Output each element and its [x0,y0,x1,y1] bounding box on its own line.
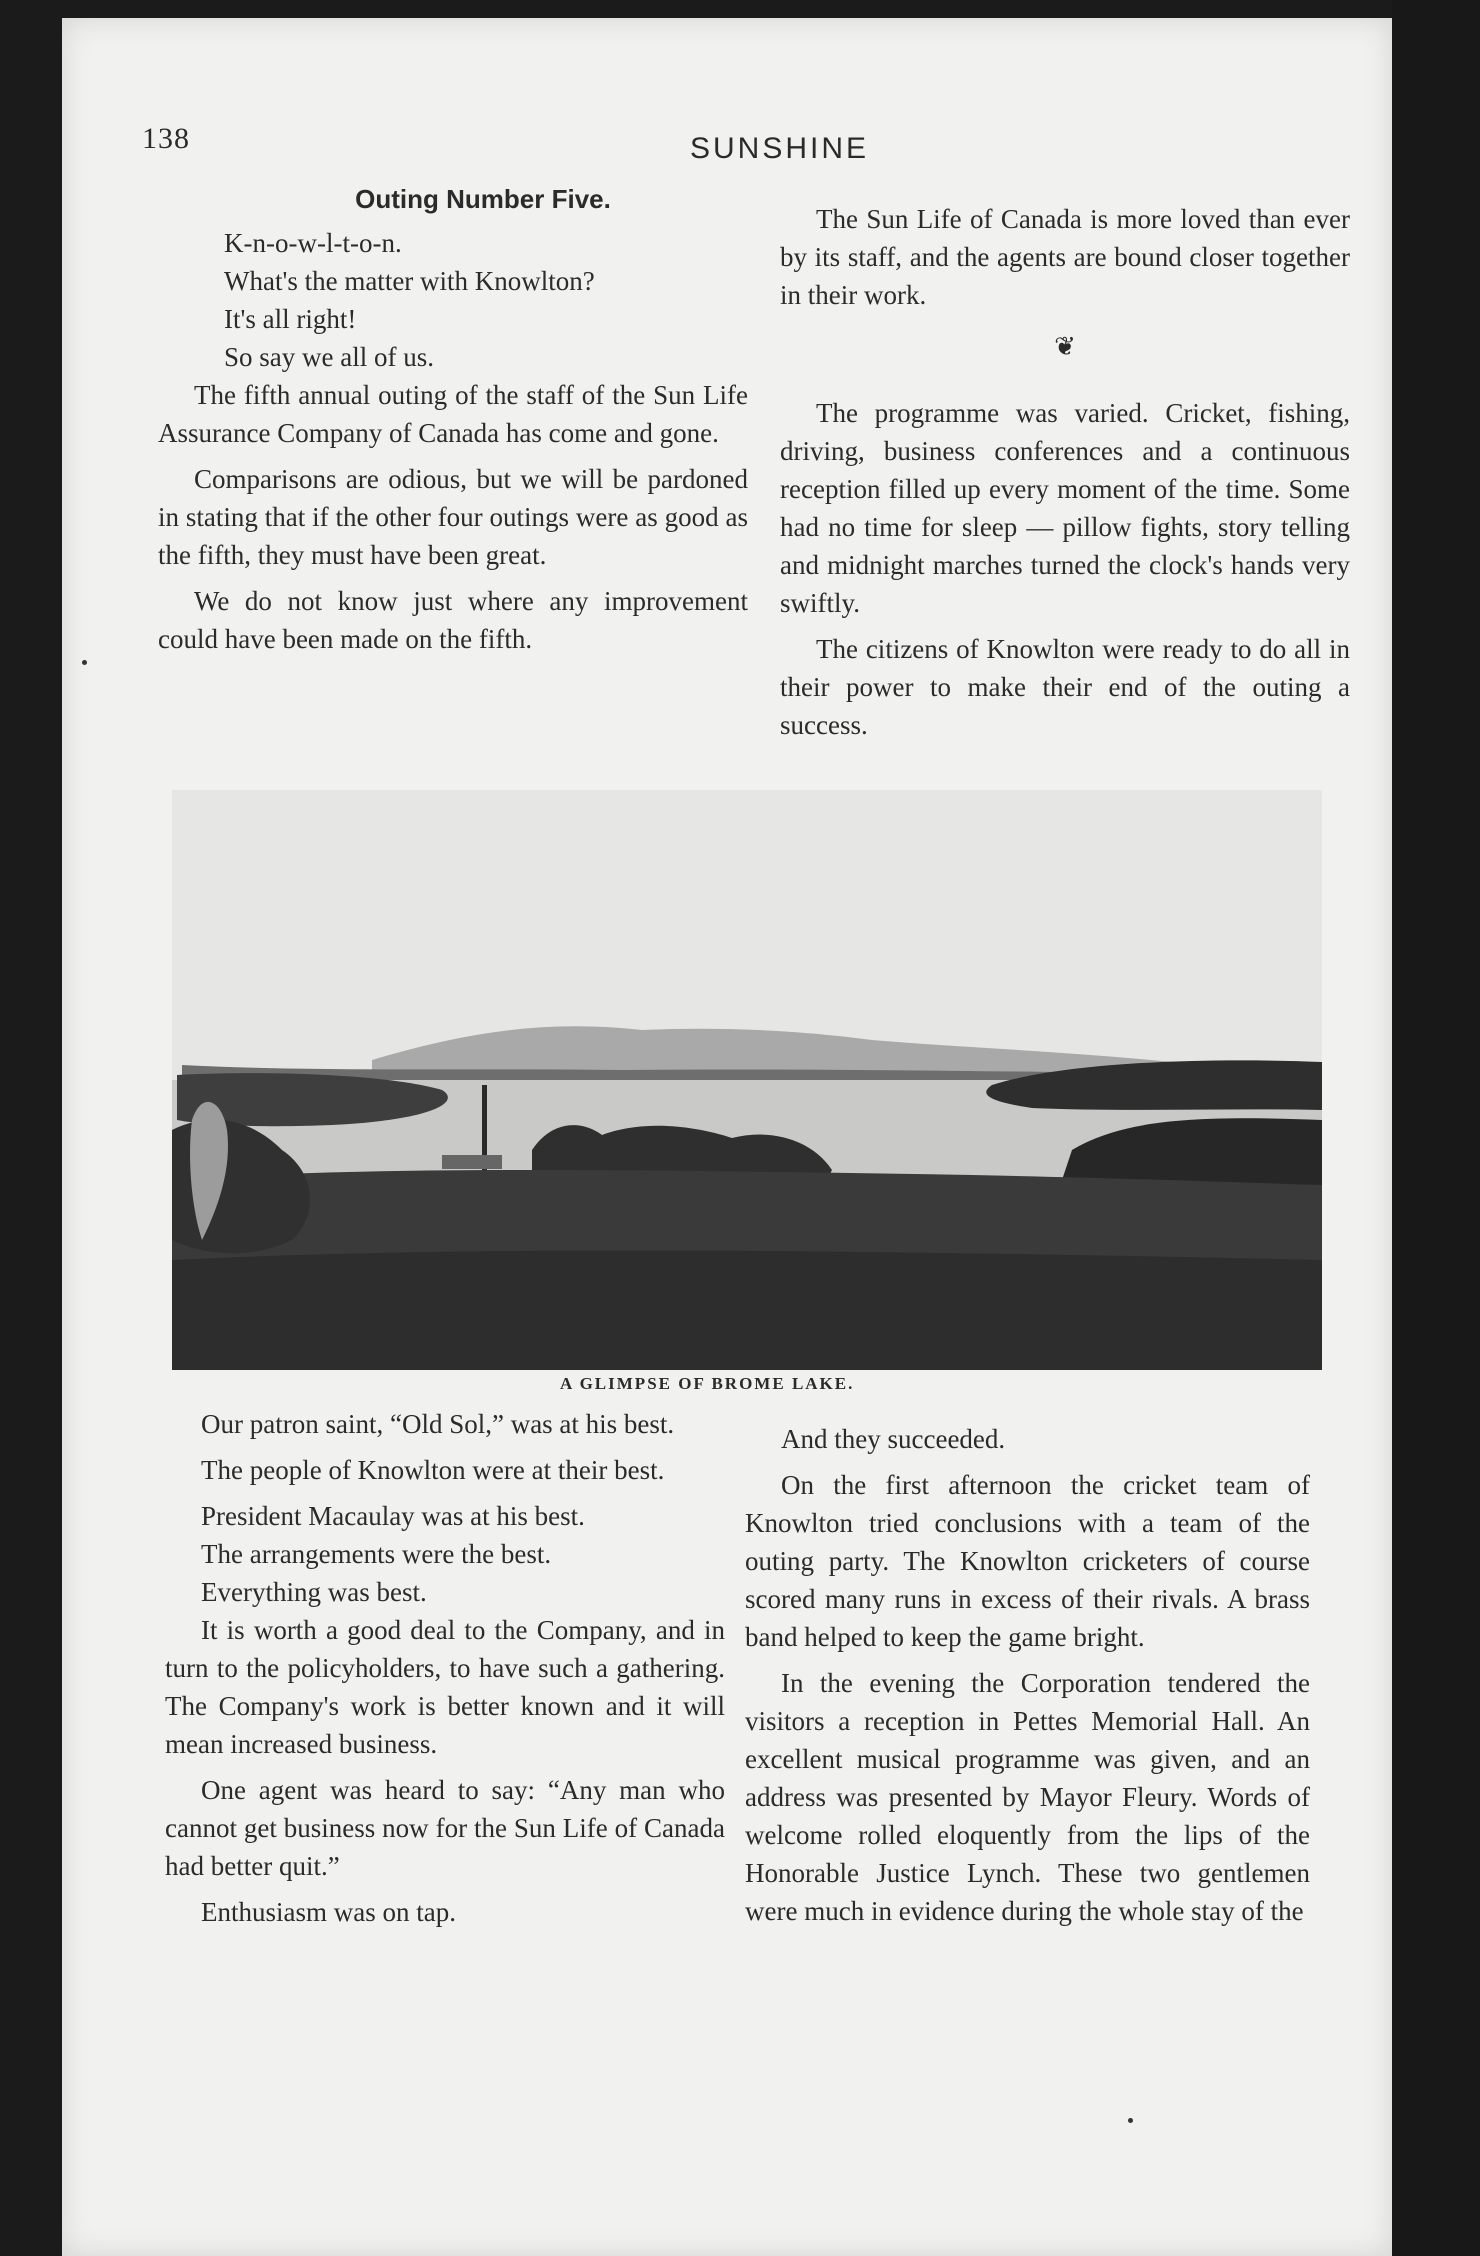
running-head: SUNSHINE [690,132,870,165]
scan-speck [82,660,87,665]
figure-caption: A GLIMPSE OF BROME LAKE. [560,1374,855,1393]
paragraph: The arrangements were the best. [201,1539,552,1569]
column-bottom-left [165,1405,725,1939]
paragraph: President Macaulay was at his best. [201,1501,585,1531]
paragraph: The citizens of Knowlton were ready to do all in their power to make their end of the outing a success. [780,634,1350,740]
paragraph: The programme was varied. Cricket, fishing, driving, business conferences and a continuous reception filled up every moment of the time. Some had no time for sleep — pillow fights, story telling and midnight marches turned the clock's hands very swiftly. [780,398,1350,618]
paragraph: In the evening the Corporation tendered the visitors a reception in Pettes Memorial Hall. An excellent musical programme was given, and an address was presented by Mayor Fleury. Words of welcome rolled eloquently from the lips of the Honorable Justice Lynch. These two gentlemen were much in evidence during the whole stay of the [745,1668,1310,1926]
paragraph: Enthusiasm was on tap. [201,1897,456,1927]
article-heading: Outing Number Five. [355,184,611,214]
paragraph: The people of Knowlton were at their best. [201,1455,665,1485]
column-bottom-right [745,1420,1310,1938]
paragraph: And they succeeded. [781,1424,1006,1454]
paragraph: K-n-o-w-l-t-o-n. [224,228,402,258]
paragraph: The fifth annual outing of the staff of the Sun Life Assurance Company of Canada has come and gone. [158,380,748,448]
paragraph: What's the matter with Knowlton? [224,266,595,296]
paragraph: One agent was heard to say: “Any man who cannot get business now for the Sun Life of Canada had better quit.” [165,1775,725,1881]
paragraph: On the first afternoon the cricket team of Knowlton tried conclusions with a team of the outing party. The Knowlton cricketers of course scored many runs in excess of their rivals. A brass band helped to keep the game bright. [745,1470,1310,1652]
paragraph: Comparisons are odious, but we will be pardoned in stating that if the other four outings were as good as the fifth, they must have been great. [158,464,748,570]
paragraph: It's all right! [224,304,357,334]
paragraph: Our patron saint, “Old Sol,” was at his best. [201,1409,675,1439]
ornament-icon: ❦ [1054,332,1076,361]
column-top-left [158,180,748,666]
paragraph: We do not know just where any improvement could have been made on the fifth. [158,586,748,654]
lake-photograph [172,790,1322,1370]
scan-speck [1128,2118,1133,2123]
paragraph: Everything was best. [201,1577,427,1607]
column-top-right [780,200,1350,752]
paragraph: So say we all of us. [224,342,434,372]
scan-dark-margin [1392,0,1480,2256]
paragraph: It is worth a good deal to the Company, and in turn to the policyholders, to have such a gathering. The Company's work is better known and it will mean increased business. [165,1615,725,1759]
paragraph: The Sun Life of Canada is more loved than ever by its staff, and the agents are bound closer together in their work. [780,204,1350,310]
page-number: 138 [142,122,190,155]
